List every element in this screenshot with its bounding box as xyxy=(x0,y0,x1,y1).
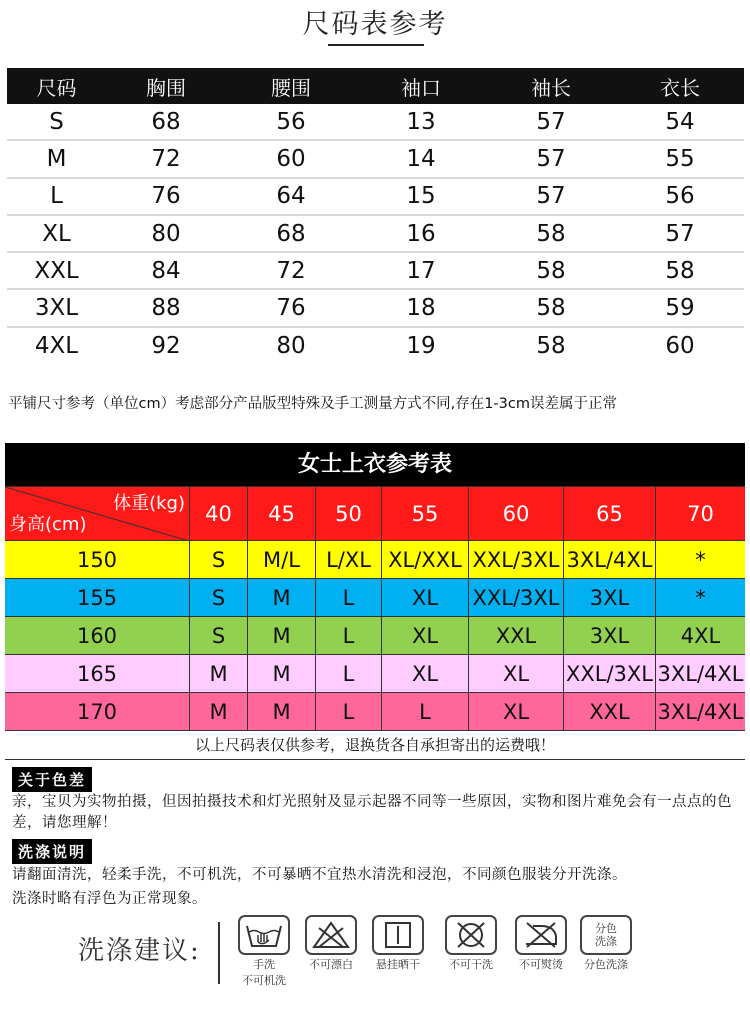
table-cell: 60 xyxy=(665,333,695,360)
care-caption: 不可干洗 xyxy=(449,958,493,971)
table-cell: 58 xyxy=(536,333,566,360)
table-row xyxy=(5,692,745,730)
size-cell: XL xyxy=(381,617,468,654)
size-cell: 4XL xyxy=(655,617,745,654)
care-item-no-bleach xyxy=(298,915,364,971)
table-row xyxy=(5,578,745,616)
hand-wash-icon xyxy=(238,915,290,955)
weight-header-cell: 45 xyxy=(247,487,315,540)
table-cell: 54 xyxy=(665,108,695,135)
table-cell: 58 xyxy=(536,295,566,322)
header-cell: 衣长 xyxy=(660,75,700,100)
table-cell: 92 xyxy=(151,333,181,360)
weight-header-cell: 40 xyxy=(189,487,247,540)
table-row xyxy=(7,179,744,216)
color-diff-heading: 关于色差 xyxy=(12,767,92,792)
separate-wash-icon xyxy=(580,915,632,955)
table-cell: 68 xyxy=(151,108,181,135)
table-cell: 3XL xyxy=(34,295,79,322)
washing-text-2: 洗涤时略有浮色为正常现象。 xyxy=(12,891,207,907)
weight-label: 体重(kg) xyxy=(113,493,185,514)
weight-header-cell: 65 xyxy=(563,487,655,540)
table-row xyxy=(5,616,745,654)
table-cell: 18 xyxy=(406,295,436,322)
page-title: 尺码表参考 xyxy=(302,9,448,40)
women-table-footer: 以上尺码表仅供参考，退换货各自承担寄出的运费哦！ xyxy=(5,730,745,760)
weight-header-cell: 70 xyxy=(655,487,745,540)
women-table-title: 女士上衣参考表 xyxy=(5,443,745,486)
table-cell: 4XL xyxy=(34,333,79,360)
size-cell: L xyxy=(381,693,468,730)
care-item-hand-wash xyxy=(231,915,297,987)
header-cell: 腰围 xyxy=(271,75,311,100)
table-row xyxy=(7,290,744,327)
size-cell: 3XL xyxy=(563,617,655,654)
table-row xyxy=(7,216,744,253)
table-cell: L xyxy=(50,183,63,210)
care-caption: 悬挂晒干 xyxy=(376,958,420,971)
size-cell: XL xyxy=(381,579,468,616)
separate-wash-box-text: 分色 xyxy=(595,922,617,935)
care-item-hang-dry xyxy=(365,915,431,971)
size-cell: L xyxy=(315,617,381,654)
care-caption: 不可机洗 xyxy=(242,974,286,987)
size-cell: M xyxy=(189,655,247,692)
table-row xyxy=(7,104,744,141)
size-cell: XXL/3XL xyxy=(468,579,563,616)
weight-header-cell: 60 xyxy=(468,487,563,540)
table-cell: 68 xyxy=(276,220,306,247)
height-cell: 160 xyxy=(76,623,118,648)
care-label: 洗涤建议: xyxy=(78,936,201,966)
table-cell: 57 xyxy=(665,220,695,247)
color-diff-text: 亲，宝贝为实物拍摄，但因拍摄技术和灯光照射及显示起器不同等一些原因，实物和图片难免会有一点点的色差，请您理解！ xyxy=(12,794,732,831)
table-cell: 16 xyxy=(406,220,436,247)
table-cell: 58 xyxy=(536,257,566,284)
size-cell: XL xyxy=(468,655,563,692)
care-caption: 不可熨烫 xyxy=(519,958,563,971)
table-cell: 55 xyxy=(665,145,695,172)
size-cell: L xyxy=(315,693,381,730)
size-cell: L/XL xyxy=(315,541,381,578)
table-cell: 57 xyxy=(536,108,566,135)
table-cell: 64 xyxy=(276,183,306,210)
height-cell: 170 xyxy=(76,699,118,724)
weight-header-cell: 55 xyxy=(381,487,468,540)
table-cell: 80 xyxy=(276,333,306,360)
table-row xyxy=(7,141,744,178)
table-cell: 76 xyxy=(276,295,306,322)
size-cell: L xyxy=(315,655,381,692)
table-cell: 60 xyxy=(276,145,306,172)
size-table xyxy=(7,68,744,365)
table-cell: 56 xyxy=(276,108,306,135)
separate-wash-box-text: 洗涤 xyxy=(595,935,617,948)
measurement-note: 平铺尺寸参考（单位cm）考虑部分产品版型特殊及手工测量方式不同,存在1-3cm误差属于正常 xyxy=(8,396,617,412)
table-cell: XXL xyxy=(34,257,79,284)
table-cell: 15 xyxy=(406,183,436,210)
care-item-no-dry-clean xyxy=(438,915,504,971)
size-cell: S xyxy=(189,541,247,578)
size-cell: XXL/3XL xyxy=(468,541,563,578)
size-cell: 3XL xyxy=(563,579,655,616)
header-cell: 尺码 xyxy=(36,75,77,100)
women-table-header xyxy=(5,486,745,540)
size-cell: XXL xyxy=(563,693,655,730)
table-row xyxy=(7,253,744,290)
table-cell: 13 xyxy=(406,108,436,135)
size-cell: 3XL/4XL xyxy=(655,655,745,692)
header-cell: 胸围 xyxy=(146,75,186,100)
no-iron-icon xyxy=(515,915,567,955)
table-cell: 84 xyxy=(151,257,181,284)
table-cell: 57 xyxy=(536,183,566,210)
size-cell: * xyxy=(655,579,745,616)
care-separator xyxy=(218,922,220,984)
table-row xyxy=(5,654,745,692)
table-cell: 72 xyxy=(276,257,306,284)
size-cell: S xyxy=(189,579,247,616)
care-item-no-iron xyxy=(508,915,574,971)
care-caption: 手洗 xyxy=(253,958,275,971)
table-cell: 88 xyxy=(151,295,181,322)
table-cell: S xyxy=(49,108,64,135)
washing-heading: 洗涤说明 xyxy=(12,839,92,864)
height-label: 身高(cm) xyxy=(9,514,87,535)
hang-dry-icon xyxy=(372,915,424,955)
table-cell: 14 xyxy=(406,145,436,172)
size-cell: * xyxy=(655,541,745,578)
care-caption: 不可漂白 xyxy=(309,958,353,971)
size-cell: 3XL/4XL xyxy=(655,693,745,730)
size-cell: XXL/3XL xyxy=(563,655,655,692)
weight-header-cell: 50 xyxy=(315,487,381,540)
table-cell: 72 xyxy=(151,145,181,172)
washing-text-1: 请翻面清洗，轻柔手洗，不可机洗，不可暴晒不宜热水清洗和浸泡，不同颜色服装分开洗涤。 xyxy=(12,867,627,883)
size-cell: S xyxy=(189,617,247,654)
care-item-separate-wash xyxy=(573,915,639,971)
table-cell: 56 xyxy=(665,183,695,210)
table-cell: 76 xyxy=(151,183,181,210)
height-cell: 150 xyxy=(76,547,118,572)
title-underline xyxy=(328,44,424,46)
table-cell: 58 xyxy=(665,257,695,284)
diagonal-header-cell xyxy=(5,487,189,540)
care-caption: 分色洗涤 xyxy=(584,958,628,971)
table-cell: 59 xyxy=(665,295,695,322)
table-cell: M xyxy=(46,145,67,172)
header-cell: 袖长 xyxy=(531,75,571,100)
header-cell: 袖口 xyxy=(401,75,441,100)
table-cell: 80 xyxy=(151,220,181,247)
table-cell: 58 xyxy=(536,220,566,247)
size-table-header xyxy=(7,68,744,104)
size-cell: XL/XXL xyxy=(381,541,468,578)
table-cell: 57 xyxy=(536,145,566,172)
size-cell: M xyxy=(247,579,315,616)
height-cell: 155 xyxy=(76,585,118,610)
size-cell: M/L xyxy=(247,541,315,578)
size-cell: 3XL/4XL xyxy=(563,541,655,578)
table-cell: 19 xyxy=(406,333,436,360)
size-cell: L xyxy=(315,579,381,616)
women-table-body xyxy=(5,540,745,730)
table-row xyxy=(7,328,744,365)
table-cell: 17 xyxy=(406,257,436,284)
size-cell: M xyxy=(247,617,315,654)
size-cell: XXL xyxy=(468,617,563,654)
size-cell: XL xyxy=(381,655,468,692)
size-cell: M xyxy=(247,655,315,692)
table-row xyxy=(5,540,745,578)
size-cell: M xyxy=(189,693,247,730)
table-cell: XL xyxy=(42,220,71,247)
height-cell: 165 xyxy=(76,661,118,686)
size-cell: XL xyxy=(468,693,563,730)
no-tumble-dry-icon xyxy=(445,915,497,955)
size-cell: M xyxy=(247,693,315,730)
no-bleach-icon xyxy=(305,915,357,955)
women-size-table xyxy=(5,443,745,760)
size-table-body xyxy=(7,104,744,365)
